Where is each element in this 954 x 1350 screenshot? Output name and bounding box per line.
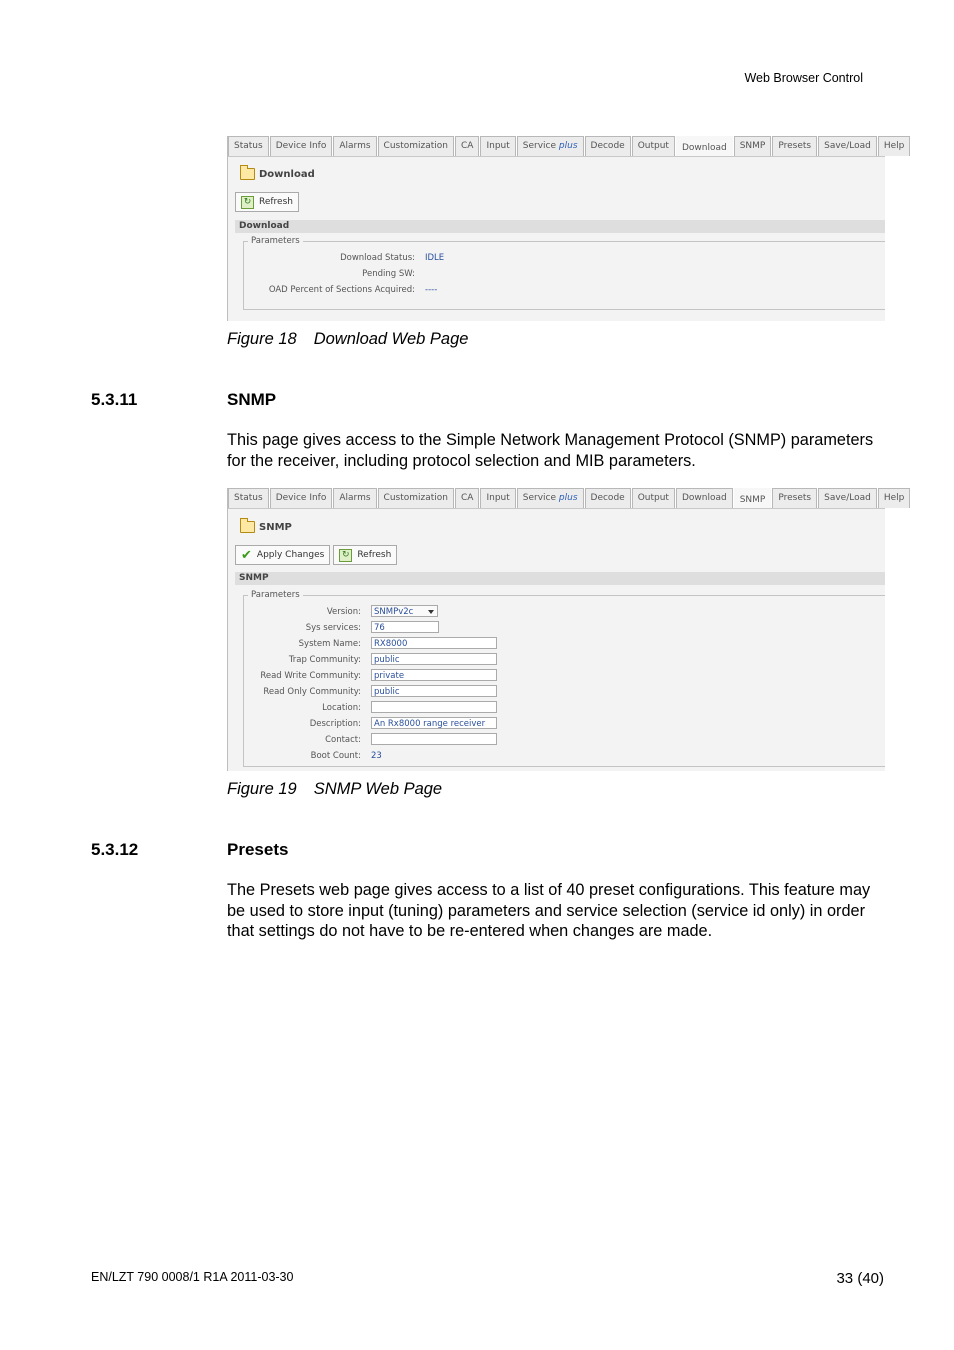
section-number: 5.3.11	[91, 390, 138, 409]
page-title-text: SNMP	[259, 521, 292, 533]
tab-label: Output	[637, 141, 669, 151]
page-title-text: Download	[259, 168, 315, 180]
tab-service[interactable]	[517, 136, 584, 156]
section-header: Download	[235, 220, 885, 233]
location-label: Location:	[322, 703, 361, 713]
tab-label: CA	[461, 141, 474, 151]
contact-label: Contact:	[325, 735, 361, 745]
system-name-label: System Name:	[298, 639, 361, 649]
tab-label-suffix: plus	[558, 493, 578, 503]
tab-snmp[interactable]	[734, 136, 772, 156]
tab-status[interactable]	[228, 488, 269, 508]
tab-alarms[interactable]	[333, 136, 376, 156]
doc-date-text: 2011-03-30	[230, 1270, 294, 1284]
tab-input[interactable]	[480, 136, 515, 156]
version-label: Version:	[326, 607, 361, 617]
tab-label: Decode	[590, 493, 625, 503]
tab-label: Customization	[383, 141, 449, 151]
tab-device-info[interactable]	[270, 136, 333, 156]
apply-changes-button[interactable]	[235, 545, 330, 565]
contact-input[interactable]	[371, 733, 497, 745]
tab-service[interactable]	[517, 488, 584, 508]
running-header: Web Browser Control	[744, 71, 863, 85]
tab-customization[interactable]	[378, 488, 454, 508]
read-write-community-input[interactable]: private	[371, 669, 497, 681]
figure-caption	[227, 780, 442, 799]
section-body: This page gives access to the Simple Network Management Protocol (SNMP) parameters for the receiver, including protocol selection and MIB parameters.	[227, 431, 874, 470]
tab-label: Alarms	[339, 141, 371, 151]
trap-community-input[interactable]: public	[371, 653, 497, 665]
tab-label: SNMP	[739, 495, 766, 505]
version-select[interactable]	[371, 605, 438, 617]
read-only-community-label: Read Only Community:	[263, 687, 361, 697]
trap-community-label: Trap Community:	[288, 655, 361, 665]
tab-ca[interactable]	[455, 488, 479, 508]
caption-number: Figure 18	[227, 330, 297, 348]
parameters-fieldset	[243, 236, 885, 310]
apply-label: Apply Changes	[256, 550, 325, 560]
tab-decode[interactable]	[585, 136, 631, 156]
tab-alarms[interactable]	[333, 488, 376, 508]
tab-label: Help	[883, 141, 905, 151]
button-row	[235, 545, 397, 565]
tab-snmp[interactable]	[734, 488, 772, 508]
section-number: 5.3.12	[91, 840, 139, 859]
tab-label: Customization	[383, 493, 449, 503]
description-label: Description:	[309, 719, 361, 729]
tab-presets[interactable]	[772, 488, 817, 508]
tab-label: Input	[486, 141, 510, 151]
page-number: 33 (40)	[836, 1270, 884, 1287]
tab-help[interactable]	[878, 488, 911, 508]
dropdown-arrow-icon	[428, 610, 434, 614]
section-title: Presets	[227, 840, 289, 859]
tab-label: Download	[681, 493, 727, 503]
tab-label: CA	[461, 493, 474, 503]
tab-label: Service	[522, 493, 559, 503]
folder-icon	[240, 521, 255, 533]
tab-label: Service	[522, 141, 559, 151]
read-only-community-input[interactable]: public	[371, 685, 497, 697]
section-title: SNMP	[227, 390, 277, 409]
tab-input[interactable]	[480, 488, 515, 508]
tab-label: Help	[883, 493, 905, 503]
sys-services-input[interactable]: 76	[371, 621, 439, 633]
section-header: SNMP	[235, 572, 885, 585]
tab-output[interactable]	[632, 488, 675, 508]
parameters-fieldset	[243, 590, 885, 767]
checkmark-icon: ✔	[241, 547, 252, 563]
tab-label: Status	[234, 141, 263, 151]
tab-device-info[interactable]	[270, 488, 333, 508]
location-input[interactable]	[371, 701, 497, 713]
tab-label: Decode	[590, 141, 625, 151]
system-name-input[interactable]: RX8000	[371, 637, 497, 649]
tab-label: Device Info	[275, 141, 327, 151]
parameters-legend: Parameters	[248, 236, 303, 246]
tab-label: Save/Load	[824, 141, 871, 151]
tab-label: Alarms	[339, 493, 371, 503]
caption-number: Figure 19	[227, 780, 297, 798]
tab-label-suffix: plus	[558, 141, 578, 151]
tab-label: Save/Load	[824, 493, 871, 503]
parameters-legend: Parameters	[248, 590, 303, 600]
download-web-page-figure	[227, 136, 905, 321]
tab-label: SNMP	[739, 141, 766, 151]
version-value: SNMPv2c	[374, 607, 414, 617]
boot-count-label: Boot Count:	[310, 751, 361, 761]
tab-help[interactable]	[878, 136, 911, 156]
tab-label: Input	[486, 493, 510, 503]
tab-output[interactable]	[632, 136, 675, 156]
refresh-button[interactable]	[333, 545, 397, 565]
tab-download[interactable]	[676, 488, 733, 508]
tab-status[interactable]	[228, 136, 269, 156]
description-input[interactable]: An Rx8000 range receiver	[371, 717, 497, 729]
field-label: Pending SW:	[362, 269, 415, 279]
snmp-web-page-figure	[227, 488, 905, 771]
tab-label: Presets	[778, 493, 812, 503]
tab-bar	[228, 488, 905, 509]
tab-label: Device Info	[275, 493, 327, 503]
tab-download[interactable]	[676, 136, 733, 156]
section-body: The Presets web page gives access to a list of 40 preset configurations. This feature may be used to store input (tuning) parameters and service selection (service id only) in order that settings do not have to be re-entered when changes are made.	[227, 881, 871, 941]
caption-text: Download Web Page	[313, 330, 469, 348]
refresh-icon: ↻	[241, 196, 254, 209]
tab-ca[interactable]	[455, 136, 479, 156]
tab-save-load[interactable]	[818, 136, 877, 156]
field-label: OAD Percent of Sections Acquired:	[268, 285, 415, 295]
doc-id-text: EN/LZT 790 0008/1 R1A	[91, 1270, 227, 1284]
refresh-button[interactable]	[235, 192, 299, 212]
refresh-label: Refresh	[357, 550, 392, 560]
field-label: Download Status:	[340, 253, 415, 263]
field-value: ----	[425, 285, 438, 295]
sys-services-label: Sys services:	[305, 623, 361, 633]
page-title	[240, 168, 315, 180]
document-id	[91, 1270, 293, 1284]
tab-label: Output	[637, 493, 669, 503]
caption-text: SNMP Web Page	[313, 780, 443, 798]
tab-bar	[228, 136, 905, 157]
folder-icon	[240, 168, 255, 180]
field-value: IDLE	[425, 253, 445, 263]
refresh-label: Refresh	[259, 197, 293, 207]
tab-decode[interactable]	[585, 488, 631, 508]
page-title	[240, 521, 292, 533]
refresh-icon: ↻	[339, 549, 352, 562]
tab-save-load[interactable]	[818, 488, 877, 508]
boot-count-value: 23	[371, 751, 382, 761]
tab-customization[interactable]	[378, 136, 454, 156]
button-row	[235, 192, 299, 212]
figure-caption	[227, 330, 468, 349]
tab-label: Download	[681, 143, 727, 153]
read-write-community-label: Read Write Community:	[260, 671, 361, 681]
tab-label: Presets	[778, 141, 812, 151]
tab-label: Status	[234, 493, 263, 503]
tab-presets[interactable]	[772, 136, 817, 156]
